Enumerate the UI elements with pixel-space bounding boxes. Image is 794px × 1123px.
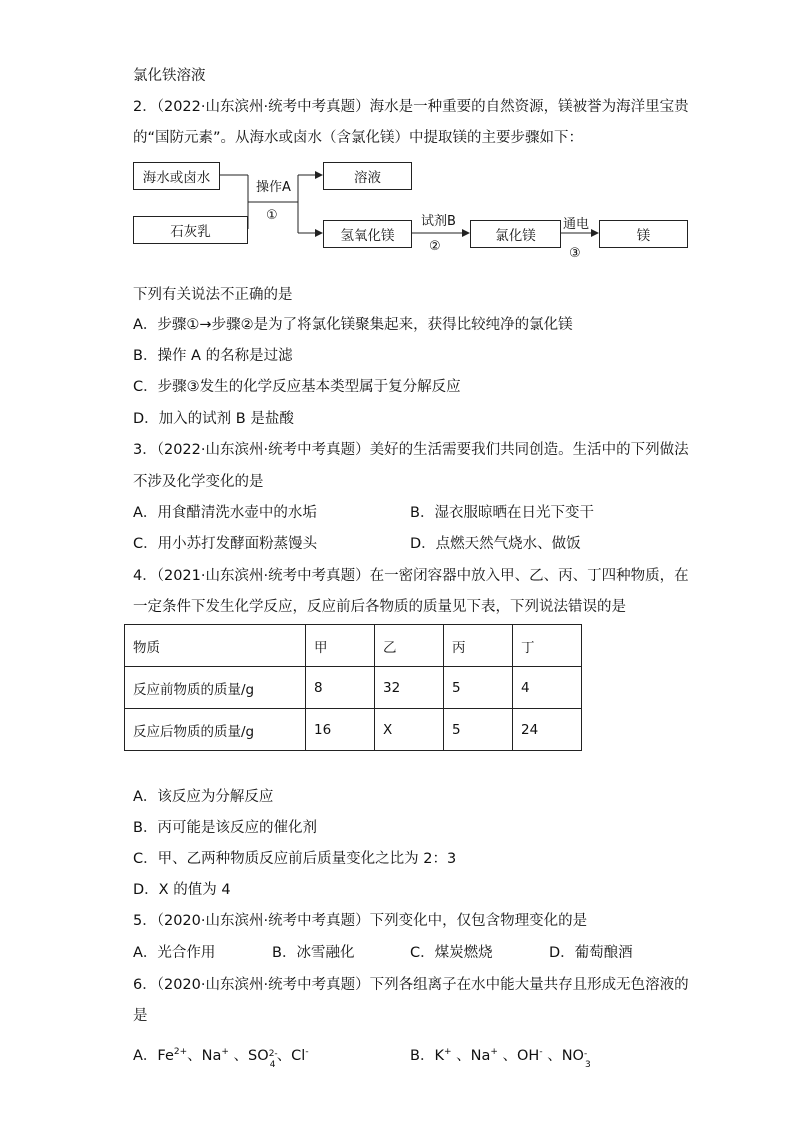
table-header-cell: 乙 <box>375 625 444 667</box>
q3-option-a: A．用食醋清洗水壶中的水垢 <box>133 505 317 521</box>
table-row <box>125 709 582 751</box>
box-magnesium-chloride: 氯化镁 <box>470 220 561 248</box>
q4-option-c: C．甲、乙两种物质反应前后质量变化之比为 2：3 <box>133 851 457 867</box>
ion-text: B．K <box>410 1047 444 1064</box>
q2-stem-line2: 的“国防元素”。从海水或卤水（含氯化镁）中提取镁的主要步骤如下： <box>133 130 584 146</box>
ion-subscript: 3 <box>584 1059 591 1070</box>
ion-text: 、OH <box>497 1047 540 1064</box>
box-solution: 溶液 <box>323 162 412 190</box>
table-cell: 反应前物质的质量/g <box>125 667 306 709</box>
table-header-row <box>125 625 582 667</box>
q4-option-a: A．该反应为分解反应 <box>133 789 274 805</box>
ion-text: 、NO <box>542 1047 584 1064</box>
label-step-3: ③ <box>569 246 581 261</box>
q6-stem-line1: 6．（2020·山东滨州·统考中考真题）下列各组离子在水中能大量共存且形成无色溶液的 <box>133 977 689 993</box>
table-cell: 反应后物质的质量/g <box>125 709 306 751</box>
ion-text: 、SO <box>228 1047 269 1064</box>
table-cell: 32 <box>375 667 444 709</box>
ion-charge: + <box>443 1047 452 1057</box>
q3-stem-line1: 3．（2022·山东滨州·统考中考真题）美好的生活需要我们共同创造。生活中的下列做法 <box>133 442 689 458</box>
table-header-cell: 丙 <box>444 625 513 667</box>
table-header-cell: 物质 <box>125 625 306 667</box>
table-cell: 5 <box>444 667 513 709</box>
table-cell: 24 <box>513 709 582 751</box>
box-magnesium-hydroxide: 氢氧化镁 <box>323 220 412 248</box>
ion-charge: + <box>221 1047 229 1057</box>
q2-question: 下列有关说法不正确的是 <box>133 287 293 303</box>
table-cell: 5 <box>444 709 513 751</box>
ion-charge: 2- <box>268 1048 278 1059</box>
q6-option-b <box>410 1042 592 1070</box>
sulfate-scripts <box>268 1048 278 1070</box>
q2-option-d: D．加入的试剂 B 是盐酸 <box>133 411 294 427</box>
label-operation-a: 操作A <box>256 180 291 195</box>
q3-option-d: D．点燃天然气烧水、做饭 <box>410 536 581 552</box>
ion-charge: - <box>539 1047 543 1057</box>
q5-option-d: D．葡萄酿酒 <box>549 945 633 961</box>
ion-text: A．Fe <box>133 1047 174 1064</box>
q2-option-c: C．步骤③发生的化学反应基本类型属于复分解反应 <box>133 379 461 395</box>
label-reagent-b: 试剂B <box>421 214 456 229</box>
nitrate-scripts <box>583 1048 592 1070</box>
q5-option-b: B．冰雪融化 <box>272 945 355 961</box>
q2-option-b: B．操作 A 的名称是过滤 <box>133 348 293 364</box>
q4-option-d: D．X 的值为 4 <box>133 882 231 898</box>
q3-option-c: C．用小苏打发酵面粉蒸馒头 <box>133 536 318 552</box>
ion-charge: 2+ <box>173 1047 188 1057</box>
q5-stem: 5．（2020·山东滨州·统考中考真题）下列变化中，仅包含物理变化的是 <box>133 913 588 929</box>
q5-option-a: A．光合作用 <box>133 945 216 961</box>
q4-mass-table <box>124 624 582 751</box>
q5-option-c: C．煤炭燃烧 <box>410 945 493 961</box>
ion-text: 、Na <box>187 1047 222 1064</box>
table-header-cell: 甲 <box>306 625 375 667</box>
box-lime-milk: 石灰乳 <box>133 216 248 244</box>
box-magnesium: 镁 <box>599 220 688 248</box>
table-cell: X <box>375 709 444 751</box>
ion-charge: - <box>305 1047 309 1057</box>
table-header-cell: 丁 <box>513 625 582 667</box>
label-electrify: 通电 <box>563 217 590 232</box>
q6-option-a <box>133 1042 309 1070</box>
ion-text: 、Cl <box>276 1047 306 1064</box>
box-seawater: 海水或卤水 <box>133 162 220 190</box>
q4-stem-line2: 一定条件下发生化学反应，反应前后各物质的质量见下表，下列说法错误的是 <box>133 599 626 615</box>
q4-option-b: B．丙可能是该反应的催化剂 <box>133 820 317 836</box>
q6-stem-line2: 是 <box>133 1008 148 1024</box>
q2-stem-line1: 2．（2022·山东滨州·统考中考真题）海水是一种重要的自然资源，镁被誉为海洋里宝贵 <box>133 99 689 115</box>
table-cell: 4 <box>513 667 582 709</box>
label-step-1: ① <box>266 208 278 223</box>
table-cell: 8 <box>306 667 375 709</box>
ion-charge: + <box>490 1047 498 1057</box>
ion-subscript: 4 <box>269 1059 276 1070</box>
table-cell: 16 <box>306 709 375 751</box>
table-row <box>125 667 582 709</box>
previous-answer-tail: 氯化铁溶液 <box>133 68 206 84</box>
q2-option-a: A．步骤①→步骤②是为了将氯化镁聚集起来，获得比较纯净的氯化镁 <box>133 317 573 333</box>
q4-stem-line1: 4．（2021·山东滨州·统考中考真题）在一密闭容器中放入甲、乙、丙、丁四种物质，在 <box>133 568 689 584</box>
label-step-2: ② <box>429 239 441 254</box>
q3-option-b: B．湿衣服晾晒在日光下变干 <box>410 505 594 521</box>
ion-charge: - <box>583 1048 588 1059</box>
q3-stem-line2: 不涉及化学变化的是 <box>133 474 264 490</box>
ion-text: 、Na <box>451 1047 491 1064</box>
